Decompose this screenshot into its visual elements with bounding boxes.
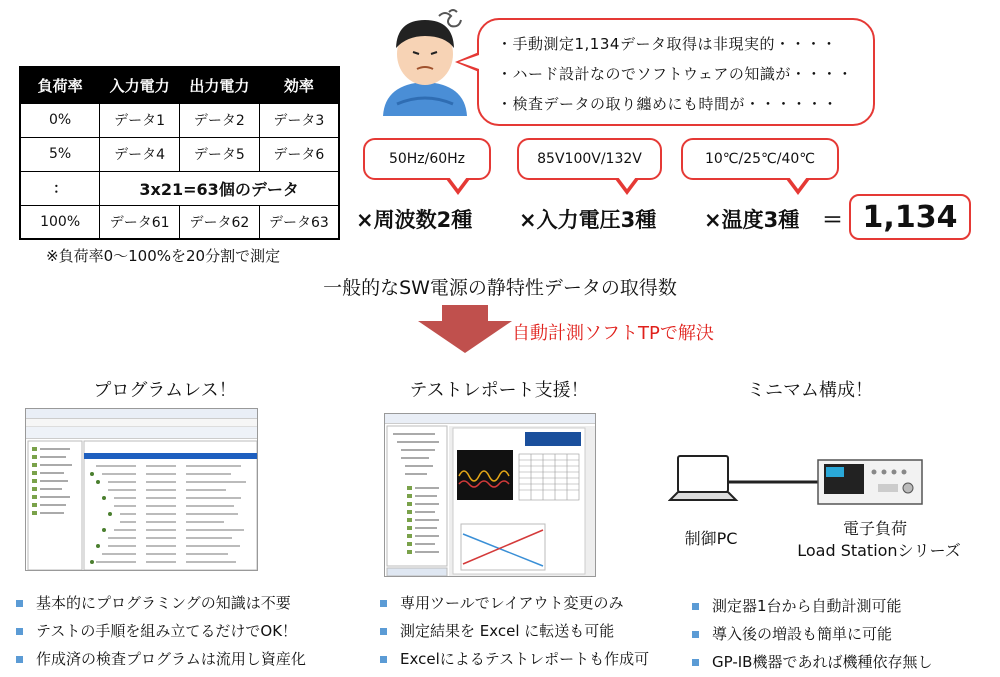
bubble-line-2: ・ハード設計なのでソフトウェアの知識が・・・・: [497, 65, 853, 83]
callout-temperature-text: 10℃/25℃/40℃: [704, 151, 816, 167]
bullet-icon: [380, 600, 387, 607]
test-report-screenshot: [384, 413, 596, 577]
result-box: [849, 194, 971, 240]
formula-temperature: ×温度3種: [704, 208, 800, 232]
bullet-list-report: [376, 589, 686, 673]
table-cell: データ61: [100, 205, 180, 239]
window-toolbar: [26, 427, 257, 439]
bullet-icon: [16, 600, 23, 607]
list-item-text: 基本的にプログラミングの知識は不要: [36, 594, 291, 612]
table-cell-summary: 3x21=63個のデータ: [100, 171, 339, 205]
table-row: [20, 205, 339, 239]
list-item: [12, 617, 372, 645]
callout-voltage-text: 85V100V/132V: [537, 151, 642, 167]
program-editor-screenshot: [25, 408, 258, 571]
list-item-text: 専用ツールでレイアウト変更のみ: [400, 594, 624, 612]
callout-frequency-text: 50Hz/60Hz: [388, 151, 466, 167]
pc-label: 制御PC: [684, 529, 738, 548]
list-item-text: GP-IB機器であれば機種依存無し: [712, 653, 933, 671]
list-item-text: テストの手順を組み立てるだけでOK！: [36, 622, 298, 640]
list-item: [688, 648, 993, 676]
page-caption: 一般的なSW電源の静特性データの取得数: [323, 277, 677, 299]
section-title-report: テストレポート支援！: [409, 380, 589, 401]
table-cell: 5%: [20, 137, 100, 171]
list-item-text: Excelによるテストレポートも作成可: [400, 650, 650, 668]
table-row: [20, 137, 339, 171]
list-item: [688, 592, 993, 620]
formula-voltage: ×入力電圧3種: [519, 208, 657, 232]
list-item: [376, 617, 686, 645]
bubble-tail-inner: [459, 55, 479, 69]
bullet-list-minimum: [688, 592, 993, 676]
data-table: [19, 66, 340, 240]
callout-frequency: [363, 138, 491, 180]
bullet-icon: [692, 659, 699, 666]
formula-equals: ＝: [822, 208, 843, 232]
table-cell: データ4: [100, 137, 180, 171]
bullet-list-programless: [12, 589, 372, 673]
window-menubar: [26, 419, 257, 427]
program-tree-view: [26, 439, 258, 571]
callout-temperature: [681, 138, 839, 180]
table-cell: データ3: [259, 103, 339, 137]
bubble-line-1: ・手動測定1,134データ取得は非現実的・・・・: [497, 35, 837, 53]
section-title-programless: プログラムレス！: [93, 380, 237, 401]
load-label-1: 電子負荷: [842, 519, 907, 538]
table-cell: データ5: [180, 137, 260, 171]
result-value: 1,134: [862, 199, 958, 235]
callout-voltage: [517, 138, 662, 180]
col-header-input-power: 入力電力: [100, 67, 180, 103]
table-cell: データ2: [180, 103, 260, 137]
bubble-line-3: ・検査データの取り纏めにも時間が・・・・・・: [497, 95, 839, 113]
solution-text: 自動計測ソフトTPで解決: [512, 323, 714, 344]
formula-frequency: ×周波数2種: [356, 208, 473, 232]
window-titlebar: [26, 409, 257, 419]
down-arrow-shaft: [442, 305, 488, 321]
bullet-icon: [692, 631, 699, 638]
bullet-icon: [380, 656, 387, 663]
table-row: [20, 103, 339, 137]
table-cell: データ63: [259, 205, 339, 239]
col-header-load: 負荷率: [20, 67, 100, 103]
system-diagram: [668, 452, 940, 520]
list-item: [376, 589, 686, 617]
bullet-icon: [16, 628, 23, 635]
col-header-efficiency: 効率: [259, 67, 339, 103]
list-item-text: 測定器1台から自動計測可能: [712, 597, 902, 615]
list-item: [376, 645, 686, 673]
table-cell: 0%: [20, 103, 100, 137]
list-item-text: 導入後の増設も簡単に可能: [712, 625, 893, 643]
list-item: [12, 589, 372, 617]
table-cell: 100%: [20, 205, 100, 239]
col-header-output-power: 出力電力: [180, 67, 260, 103]
window-titlebar: [385, 414, 595, 424]
bullet-icon: [16, 656, 23, 663]
list-item-text: 測定結果を Excel に転送も可能: [400, 622, 615, 640]
load-label-2: Load Stationシリーズ: [797, 541, 961, 560]
callout-temperature-tail-inner: [789, 177, 807, 189]
table-cell: データ1: [100, 103, 180, 137]
bullet-icon: [692, 603, 699, 610]
table-cell: ：: [20, 171, 100, 205]
table-row: [20, 171, 339, 205]
table-cell: データ62: [180, 205, 260, 239]
table-header-row: [20, 67, 339, 103]
list-item-text: 作成済の検査プログラムは流用し資産化: [36, 650, 306, 668]
callout-voltage-tail-inner: [618, 177, 636, 189]
table-note: ※負荷率0～100%を20分割で測定: [46, 247, 281, 265]
bullet-icon: [380, 628, 387, 635]
list-item: [688, 620, 993, 648]
table-cell: データ6: [259, 137, 339, 171]
list-item: [12, 645, 372, 673]
report-preview: [385, 424, 596, 577]
callout-frequency-tail-inner: [449, 177, 467, 189]
down-arrow-icon: [418, 321, 512, 353]
section-title-minimum: ミニマム構成！: [747, 380, 873, 401]
